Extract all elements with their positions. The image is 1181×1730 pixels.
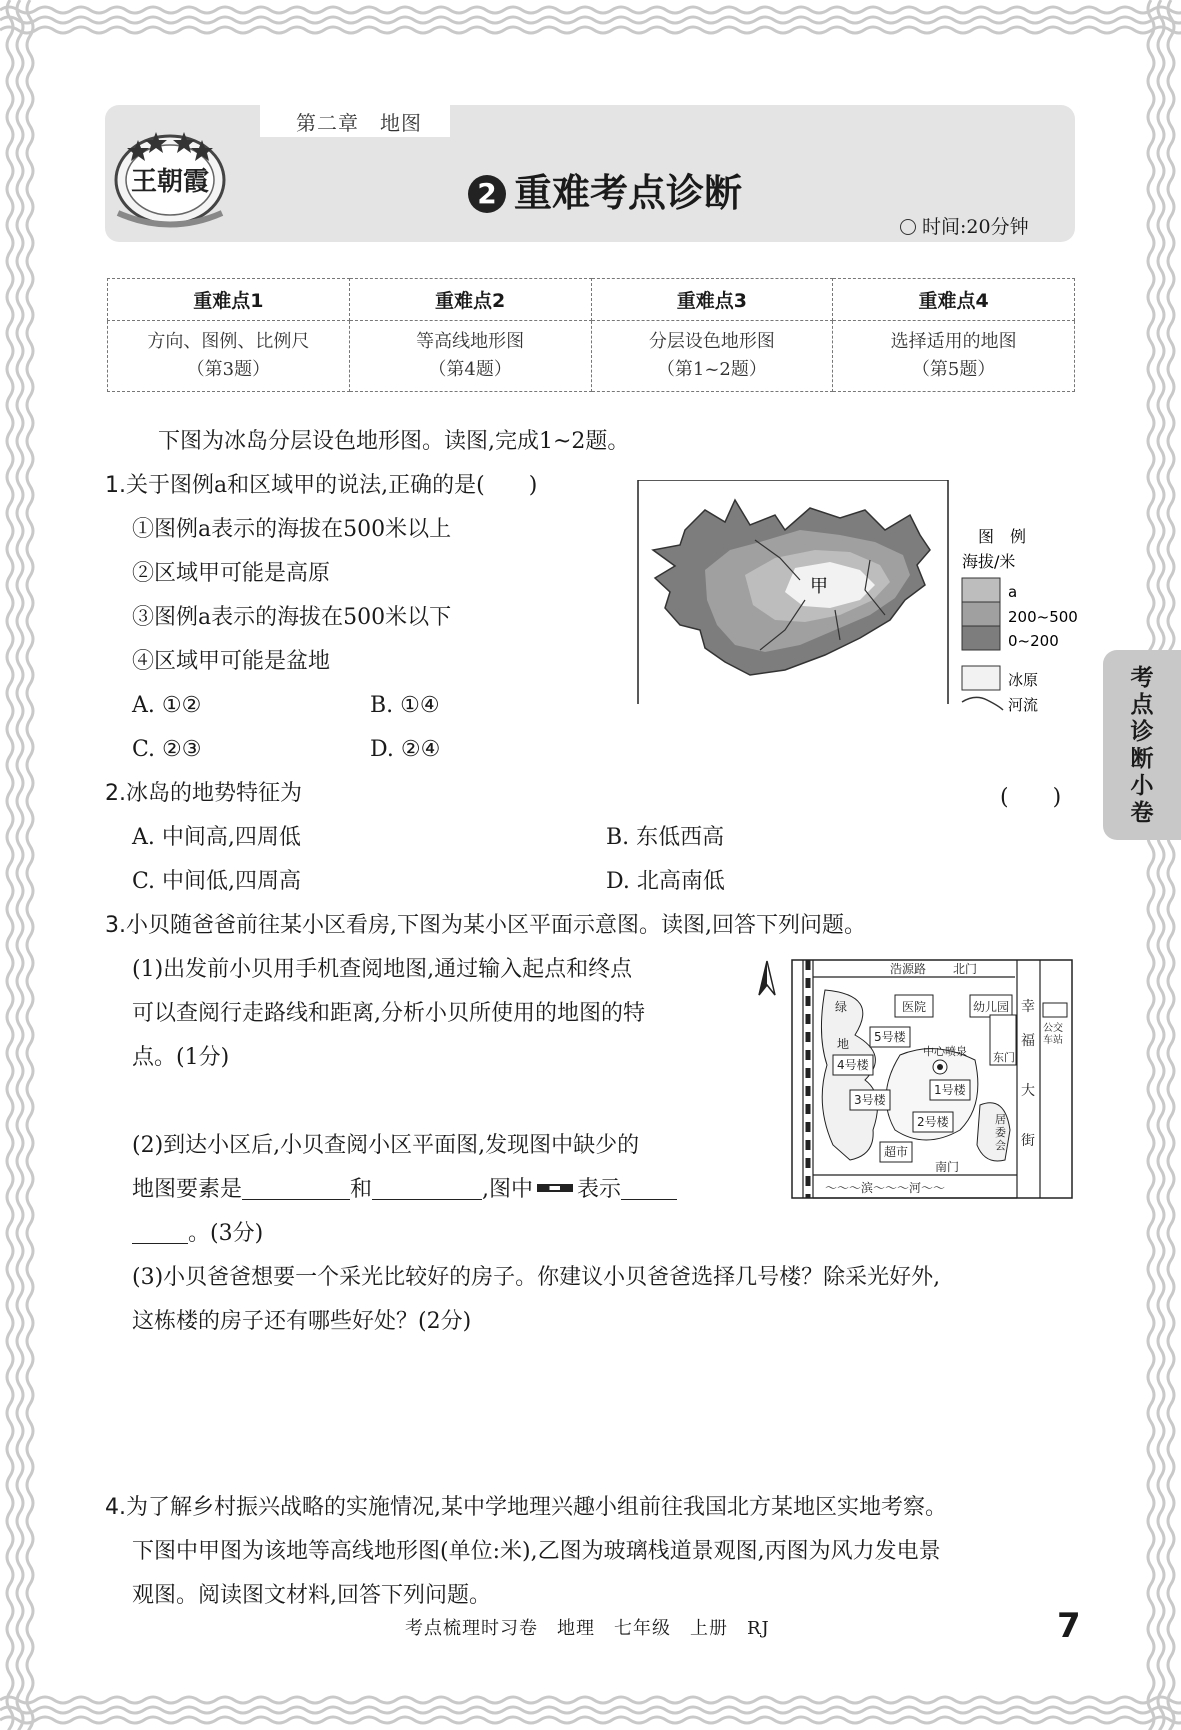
- map-building-4: 4号楼: [837, 1058, 869, 1072]
- section-title: [468, 162, 742, 217]
- map-east-gate: 东门: [993, 1051, 1015, 1064]
- map-market: 超市: [884, 1145, 909, 1159]
- map-street-3: 大: [1021, 1083, 1035, 1099]
- map-building-3: 3号楼: [854, 1093, 886, 1107]
- key-point-topic: 选择适用的地图: [890, 331, 1017, 352]
- question-stem: 小贝随爸爸前往某小区看房,下图为某小区平面示意图。读图,回答下列问题。: [126, 913, 866, 938]
- q4-line-3: 观图。阅读图文材料,回答下列问题。: [132, 1583, 491, 1608]
- clock-icon: [900, 219, 916, 235]
- map-building-5: 5号楼: [874, 1030, 906, 1044]
- border-wave-line: [0, 1697, 1181, 1703]
- north-arrow-icon: [759, 961, 775, 995]
- section-title-text: 重难考点诊断: [514, 171, 743, 215]
- map-south-gate: 南门: [935, 1160, 960, 1174]
- q3-part2-line1: (2)到达小区后,小贝查阅小区平面图,发现图中缺少的: [132, 1133, 640, 1158]
- q3-part2-text-a: 地图要素是: [132, 1177, 243, 1202]
- region-label-jia: 甲: [810, 576, 828, 597]
- legend-river: 河流: [1008, 696, 1039, 714]
- logo-text: 王朝霞: [130, 167, 210, 197]
- border-wave-line: [1158, 0, 1164, 1730]
- map-green-1: 绿: [835, 1000, 848, 1014]
- legend-ice: 冰原: [1008, 671, 1039, 689]
- map-bus-2: 车站: [1043, 1035, 1063, 1046]
- map-river: ～～～滨～～～河～～: [825, 1181, 946, 1195]
- map-street-4: 街: [1021, 1133, 1035, 1149]
- answer-blank-3-cont[interactable]: [132, 1218, 188, 1244]
- q3-part1-line2: 可以查阅行走路线和距离,分析小贝所使用的地图的特: [132, 1001, 645, 1026]
- iceland-map: [635, 480, 1085, 720]
- q3-part2-text-c: ,图中: [482, 1177, 534, 1202]
- q3-part2-text-b: 和: [350, 1177, 373, 1202]
- border-wave-line: [27, 0, 33, 1730]
- q2-option-d: D. 北高南低: [606, 869, 725, 894]
- q4-line-2: 下图中甲图为该地等高线地形图(单位:米),乙图为玻璃栈道景观图,丙图为风力发电景: [132, 1539, 941, 1564]
- legend-a: a: [1008, 583, 1018, 601]
- key-point-label-2: 重难点2: [349, 279, 591, 321]
- q3-part1-line1: (1)出发前小贝用手机查阅地图,通过输入起点和终点: [132, 957, 633, 982]
- map-street-1: 幸: [1021, 999, 1035, 1015]
- border-wave-line: [17, 0, 23, 1730]
- map-committee-2: 委: [995, 1126, 1006, 1139]
- border-wave-line: [1148, 0, 1154, 1730]
- answer-blank-3[interactable]: [621, 1174, 677, 1200]
- key-point-cell-3: [591, 321, 833, 392]
- key-point-label-1: 重难点1: [108, 279, 350, 321]
- q3-part2-text-d: 表示: [577, 1177, 622, 1202]
- q2-option-a: A. 中间高,四周低: [132, 825, 301, 850]
- time-limit-text: 时间:20分钟: [922, 216, 1029, 238]
- map-top-road: 浩源路: [890, 962, 927, 976]
- map-street-2: 福: [1021, 1033, 1035, 1049]
- q3-part3-line1: (3)小贝爸爸想要一个采光比较好的房子。你建议小贝爸爸选择几号楼？除采光好外,: [132, 1265, 941, 1290]
- key-point-topic: 方向、图例、比例尺: [147, 331, 310, 352]
- map-fountain: 中心喷泉: [923, 1045, 967, 1058]
- q1-item-1: ①图例a表示的海拔在500米以上: [132, 517, 452, 542]
- section-number: 2: [468, 175, 506, 213]
- q1-option-c: C. ②③: [132, 737, 202, 762]
- question-2: [105, 772, 302, 816]
- q3-part2-line3: [132, 1212, 263, 1256]
- key-points-table: [107, 278, 1075, 392]
- question-stem: 关于图例a和区域甲的说法,正确的是( ): [126, 473, 538, 498]
- intro-text: 下图为冰岛分层设色地形图。读图,完成1~2题。: [158, 429, 630, 454]
- time-limit: [900, 212, 1029, 239]
- key-point-label-3: 重难点3: [591, 279, 833, 321]
- map-building-2: 2号楼: [917, 1115, 949, 1129]
- key-point-ref: （第4题）: [428, 359, 512, 380]
- community-map: [755, 955, 1075, 1203]
- q3-part2-line2: [132, 1168, 677, 1212]
- border-wave-line: [0, 1717, 1181, 1723]
- map-north-gate: 北门: [953, 962, 978, 976]
- q1-item-3: ③图例a表示的海拔在500米以下: [132, 605, 452, 630]
- question-number: 3.: [105, 913, 126, 938]
- q3-part1-line3: 点。(1分): [132, 1045, 230, 1070]
- map-bus-1: 公交: [1043, 1023, 1063, 1034]
- q3-part3-line2: 这栋楼的房子还有哪些好处？(2分): [132, 1309, 472, 1334]
- chapter-label: 第二章 地图: [296, 111, 422, 135]
- footer-text: 考点梳理时习卷 地理 七年级 上册 RJ: [405, 1618, 770, 1639]
- map-kindergarten: 幼儿园: [973, 1000, 1010, 1014]
- question-3: [105, 904, 866, 948]
- legend-title: 图 例: [978, 527, 1027, 546]
- legend-0-200: 0~200: [1008, 632, 1059, 650]
- side-tab-label: 考点诊断小卷: [1130, 665, 1154, 826]
- q3-part2-end: 。(3分): [188, 1221, 264, 1246]
- key-point-cell-4: [833, 321, 1075, 392]
- answer-blank-2[interactable]: [372, 1174, 482, 1200]
- legend-unit: 海拔/米: [962, 552, 1016, 571]
- question-number: 2.: [105, 781, 126, 806]
- border-wave-line: [0, 27, 1181, 33]
- border-wave-line: [1168, 0, 1174, 1730]
- key-point-ref: （第1~2题）: [656, 359, 767, 380]
- q2-answer-paren: ( ): [1000, 785, 1062, 810]
- bus-icon: [1043, 1003, 1067, 1017]
- map-green-2: 地: [837, 1037, 850, 1051]
- map-committee-3: 会: [995, 1139, 1006, 1152]
- railway-symbol-icon: [537, 1184, 573, 1192]
- q2-option-b: B. 东低西高: [606, 825, 725, 850]
- key-point-label-4: 重难点4: [833, 279, 1075, 321]
- border-wave-line: [0, 17, 1181, 23]
- border-wave-line: [0, 1707, 1181, 1713]
- key-point-cell-2: [349, 321, 591, 392]
- q1-item-2: ②区域甲可能是高原: [132, 561, 331, 586]
- page-number: 7: [1057, 1606, 1081, 1646]
- question-stem: 冰岛的地势特征为: [126, 781, 303, 806]
- key-point-topic: 等高线地形图: [416, 331, 525, 352]
- question-1: [105, 464, 537, 508]
- key-point-cell-1: [108, 321, 350, 392]
- q2-option-c: C. 中间低,四周高: [132, 869, 302, 894]
- q1-item-4: ④区域甲可能是盆地: [132, 649, 331, 674]
- key-point-ref: （第3题）: [186, 359, 271, 380]
- q1-option-b: B. ①④: [370, 693, 440, 718]
- q1-option-a: A. ①②: [132, 693, 202, 718]
- map-building-1: 1号楼: [934, 1083, 966, 1097]
- legend-200-500: 200~500: [1008, 608, 1078, 626]
- question-number: 1.: [105, 473, 126, 498]
- question-number: 4.: [105, 1495, 126, 1520]
- question-stem: 为了解乡村振兴战略的实施情况,某中学地理兴趣小组前往我国北方某地区实地考察。: [126, 1495, 947, 1520]
- border-wave-line: [0, 7, 1181, 13]
- q1-option-d: D. ②④: [370, 737, 441, 762]
- key-point-ref: （第5题）: [911, 359, 996, 380]
- border-wave-line: [7, 0, 13, 1730]
- key-point-topic: 分层设色地形图: [648, 331, 775, 352]
- answer-blank-1[interactable]: [242, 1174, 350, 1200]
- logo: [108, 118, 233, 233]
- question-4: [105, 1486, 947, 1530]
- map-hospital: 医院: [902, 1000, 927, 1014]
- map-committee-1: 居: [995, 1113, 1006, 1126]
